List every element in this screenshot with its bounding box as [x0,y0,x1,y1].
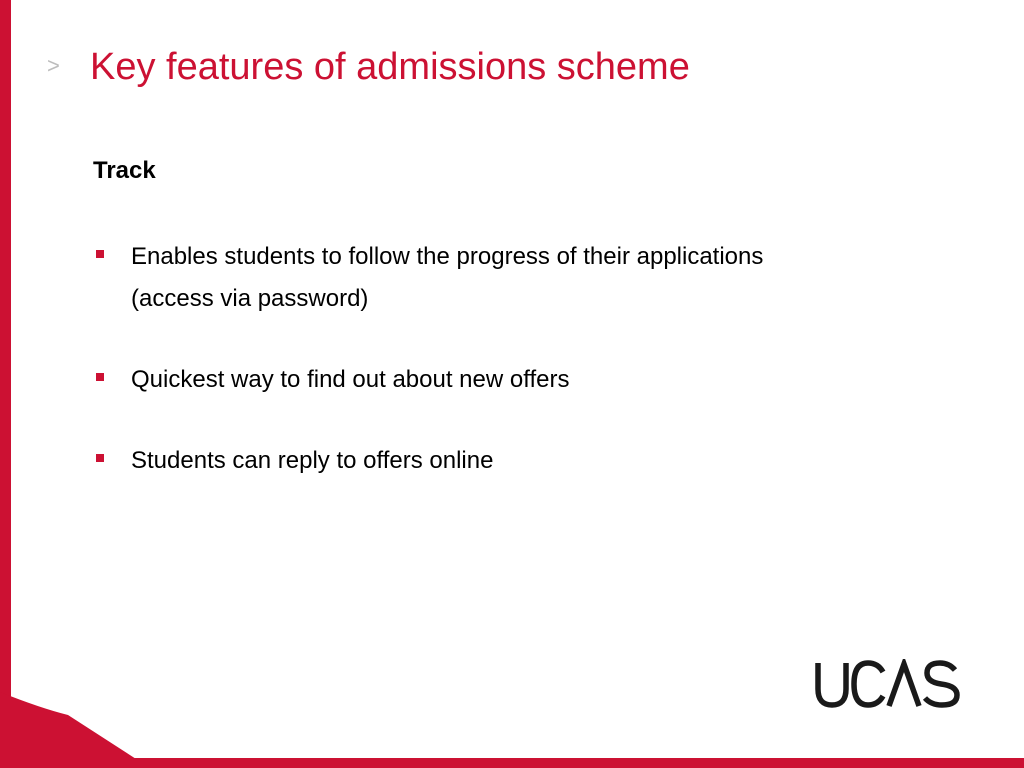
bullet-text: Enables students to follow the progress of their applications (access via password) [131,243,764,312]
ucas-logo [815,659,963,709]
bullet-square-icon [96,454,104,462]
left-accent-bar [0,0,11,768]
bullet-square-icon [96,250,104,258]
bullet-square-icon [96,373,104,381]
slide-title: Key features of admissions scheme [90,46,690,88]
bottom-accent-swoosh [0,692,150,768]
bullet-item [93,359,773,401]
bottom-accent-bar [0,758,1024,768]
slide-subheading: Track [93,157,156,184]
bullet-text: Students can reply to offers online [131,447,494,474]
bullet-item [93,440,773,482]
bullet-text: Quickest way to find out about new offers [131,366,570,393]
bullet-item [93,236,773,320]
title-chevron-icon: > [47,53,60,78]
bullet-list [93,236,773,521]
